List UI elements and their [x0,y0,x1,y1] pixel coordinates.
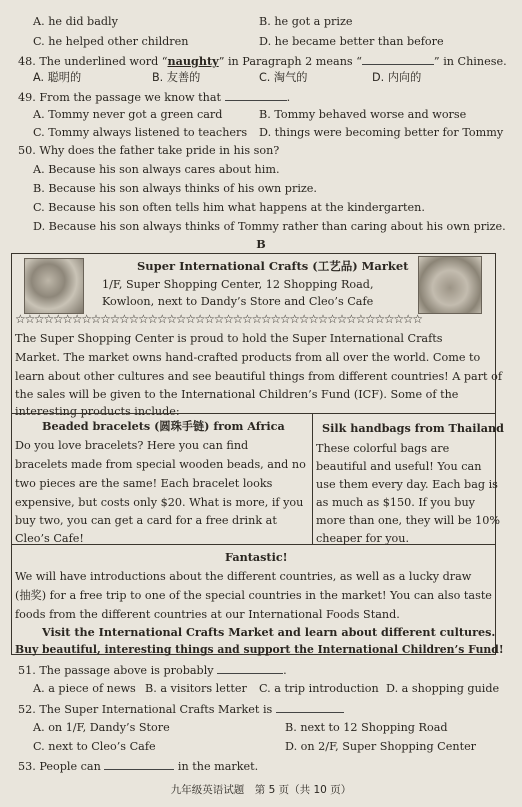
bracelets-line: bracelets made from special wooden beads, and no [15,458,306,471]
q51-stem-text: 51. The passage above is probably [18,664,214,677]
q52-answer-blank[interactable] [276,703,344,713]
bracelets-heading: Beaded bracelets (圆珠手链) from Africa [42,419,285,433]
ad-bottom-line: foods from the different countries at our International Foods Stand. [15,608,400,621]
q48-option-b: B. 友善的 [152,71,201,84]
q53-stem-post: in the market. [177,760,259,773]
q48-stem [18,55,507,67]
bracelets-line: Do you love bracelets? Here you can find [15,439,249,452]
q49-option-b: B. Tommy behaved worse and worse [259,108,467,121]
ad-address-line1: 1/F, Super Shopping Center, 12 Shopping Road, [102,278,374,291]
bracelets-line: buy two, you can get a card for a free drink at [15,514,277,527]
q49-option-a: A. Tommy never got a green card [33,108,223,121]
q50-option-c: C. Because his son often tells him what happens at the kindergarten. [33,201,425,214]
beaded-bracelet-photo [24,258,84,314]
silk-handbag-photo [418,256,482,314]
q53-answer-blank[interactable] [104,760,174,770]
ad-visit-slogan: Visit the International Crafts Market and learn about different cultures. [42,625,496,639]
q53-stem-pre: 53. People can [18,760,101,773]
q50-option-d: D. Because his son always thinks of Tommy rather than caring about his own prize. [33,220,506,233]
ad-bottom-line: (抽奖) for a free trip to one of the special countries in the market! You can also taste [15,589,492,602]
handbags-line: These colorful bags are [316,442,450,455]
q50-option-a: A. Because his son always cares about him. [33,163,280,176]
q48-option-d: D. 内向的 [372,71,422,84]
q48-underlined-word: naughty [167,54,219,68]
handbags-line: beautiful and useful! You can [316,460,482,473]
handbags-line: use them every day. Each bag is [316,478,498,491]
q51-option-d: D. a shopping guide [386,682,500,695]
q49-stem-text: 49. From the passage we know that [18,91,222,104]
q51-stem: 51. The passage above is probably . [18,664,287,677]
ad-address-line2: Kowloon, next to Dandy’s Store and Cleo’s Cafe [102,295,374,308]
handbags-line: more than one, they will be 10% [316,514,500,527]
section-b-heading: B [256,237,266,251]
q49-option-d: D. things were becoming better for Tommy [259,126,504,139]
q53-stem [18,760,258,772]
q47-option-d: D. he became better than before [259,35,444,48]
ad-intro-line: the sales will be given to the International Children’s Fund (ICF). Some of the [15,388,459,401]
q52-stem [18,703,344,715]
ad-intro-line: learn about other cultures and see beautiful things from different countries! A part of [15,370,502,383]
q47-option-b: B. he got a prize [259,15,353,28]
fantastic-heading: Fantastic! [225,550,288,564]
q49-answer-blank[interactable] [225,91,287,101]
q47-option-c: C. he helped other children [33,35,189,48]
q48-stem-post: ” in Chinese. [433,55,507,68]
q51-option-a: A. a piece of news [33,682,136,695]
q47-option-a: A. he did badly [33,15,118,28]
q50-option-b: B. Because his son always thinks of his own prize. [33,182,317,195]
q49-stem: 49. From the passage we know that . [18,91,291,104]
q48-stem-mid: ” in Paragraph 2 means “ [218,55,362,68]
ad-intro-line: Market. The market owns hand-crafted products from all over the world. Come to [15,351,481,364]
page-footer: 九年级英语试题 第 5 页（共 10 页） [170,784,352,796]
ad-bottom-line: We will have introductions about the different countries, as well as a lucky draw [15,570,472,583]
stars-divider: ☆☆☆☆☆☆☆☆☆☆☆☆☆☆☆☆☆☆☆☆☆☆☆☆☆☆☆☆☆☆☆☆☆☆☆☆☆☆☆☆☆☆☆ [15,312,422,326]
bracelets-line: expensive, but costs only $20. What is more, if you [15,496,304,509]
ad-column-divider [312,413,313,544]
ad-intro-line: interesting products include: [15,405,180,418]
handbags-heading: Silk handbags from Thailand [322,421,504,435]
q48-option-a: A. 聪明的 [33,71,82,84]
ad-title: Super International Crafts (工艺品) Market [137,259,409,273]
handbags-line: as much as $150. If you buy [316,496,475,509]
q51-option-b: B. a visitors letter [145,682,247,695]
q49-option-c: C. Tommy always listened to teachers [33,126,248,139]
q52-option-b: B. next to 12 Shopping Road [285,721,448,734]
handbags-line: cheaper for you. [316,532,410,545]
crafts-market-ad [11,253,504,656]
q48-answer-blank[interactable] [362,55,434,65]
q52-stem-text: 52. The Super International Crafts Market is [18,703,273,716]
ad-divider [12,413,495,414]
ad-divider [12,544,495,545]
q48-option-c: C. 淘气的 [259,71,308,84]
bracelets-line: two pieces are the same! Each bracelet looks [15,477,273,490]
q52-option-a: A. on 1/F, Dandy’s Store [33,721,170,734]
q52-option-c: C. next to Cleo’s Cafe [33,740,156,753]
q50-stem: 50. Why does the father take pride in his son? [18,144,280,157]
ad-buy-slogan: Buy beautiful, interesting things and support the International Children’s Fund! [15,643,504,656]
ad-intro-line: The Super Shopping Center is proud to hold the Super International Crafts [15,332,443,345]
q48-stem-pre: 48. The underlined word “ [18,55,168,68]
q51-answer-blank[interactable] [217,664,283,674]
q51-option-c: C. a trip introduction [259,682,379,695]
bracelets-line: Cleo’s Cafe! [15,532,84,545]
q52-option-d: D. on 2/F, Super Shopping Center [285,740,477,753]
